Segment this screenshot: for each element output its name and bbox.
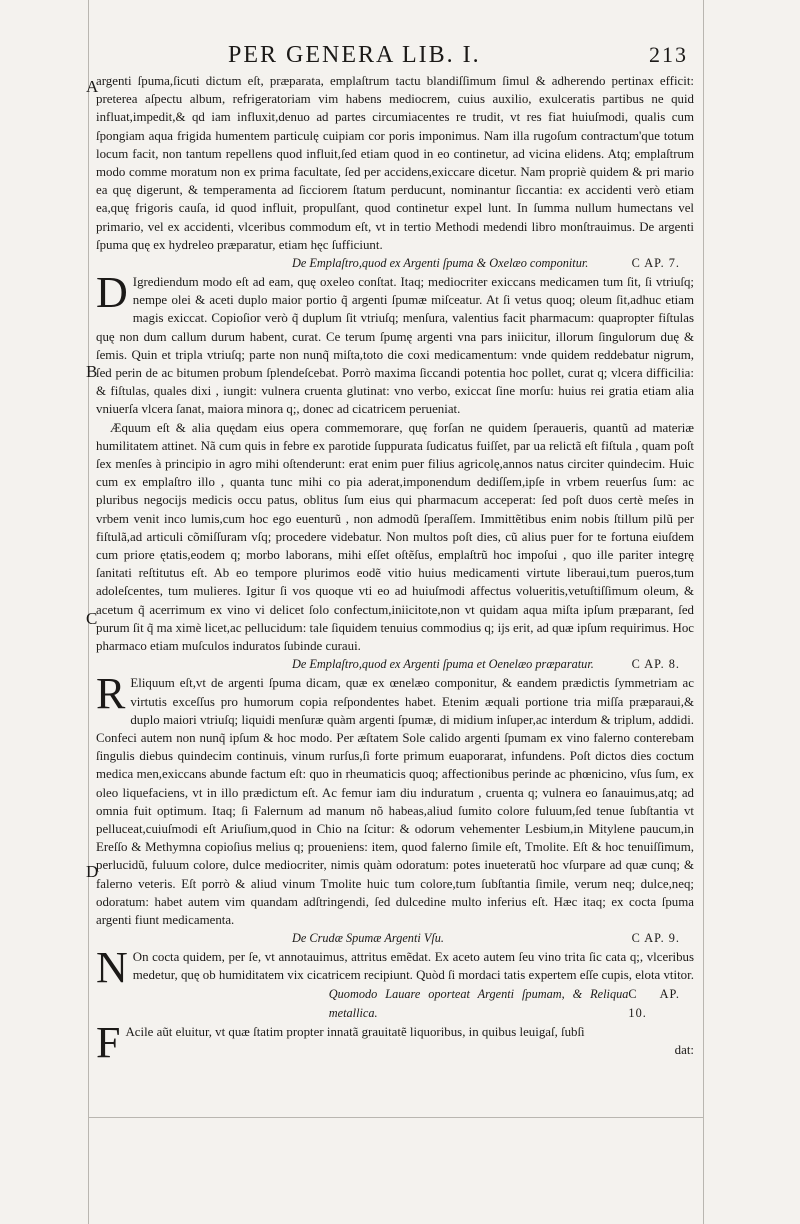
margin-letter-d: D (86, 862, 99, 881)
paragraph-text: Acile aũt eluitur, vt quæ ſtatim propter innatã grauitatẽ liquoribus, in quibus leuigaſ, ſubſi (125, 1024, 585, 1039)
paragraph-chapter-8 (96, 669, 694, 929)
paragraph-opening: argenti ſpuma,ſicuti dictum eſt, præparata, emplaſtrum tactu blandiſſimum ſimul & adherendo pertinax efficit: preterea aſpectu album, refrigeratoriam vim habens mediocrem, cuius auxilio, exulceratis partibus ne quid influat,impedit,& qd iam influxit,denuo ad partes circumiacentes re trudit, vt res fiat huiuſmodi, qualis cum ſpongiam aqua frigida humentem particulę cuipiam cor poris imponimus. Nam illa rugoſum contractum'que totum locum facit, non tantum repellens quod influit,ſed etiam quod in eo continetur, ad vicina elidens. Atq; emplaſtrum modo comme moratum non ex prima facultate, ſed per accidens,exiccare dicetur. Nam propriè quidem & pri mario ea quę digerunt, & temperamenta ad ſicciorem ſtatum perducunt, nominantur ſiccantia: ex accidenti verò etiam ea,quę frigoris cauſa, id quod influit, propulſant, quod continetur expel lunt. In ſumma nullum humectans vel primario, vel ex accidenti, vlceribus commodum eſt, vt in tertio Methodi medendi libro monſtrauimus. De argenti ſpuma quę ex hydreleo præparatur, etiam hęc ſufficiunt. (96, 74, 694, 252)
chapter-number: C AP. 7. (631, 256, 680, 271)
drop-cap: R (96, 669, 126, 719)
chapter-title: De Emplaſtro,quod ex Argenti ſpuma et Oenelæo præparatur. (292, 657, 594, 672)
paragraph-text: Eliquum eſt,vt de argenti ſpuma dicam, quæ ex œnelæo componitur, & eandem prædictis ſymmetriam ac virtutis exceſſus pro humorum copia reſpondentes habet. Etenim æquali portione tria miſſa præparaui,& duplo maiori vtriuſq; liquidi menſuræ quàm argenti ſpumæ, di midium inſuper,ac interdum & triplum, addidi. Confeci autem non nunq̃ ipſum & hoc modo. Per æſtatem Sole calido argenti ſpumam ex vino falerno conterebam ſingulis diebus quindecim continuis, vinum rurſus,ſi forte primum euaporarat, infundens. Poſt dictos dies coctum medica men,exiccans abunde factum eſt: quo in rheumaticis quoq; affectionibus perinde ac phœnicino, vſus ſum, ex oleo liquefaciens, vt in illo prædictum eſt. Ac femur iam diu induratum , cruenta q; vulnera eo ſanauimus,atq; ad omnia fuit optimum. Itaq; ſi Falernum ad manum nõ habeas,aliud ſumito colore fuluum,ſed tenue ſubſtantia vt pelluceat,cuiuſmodi eſt Ariuſium,quod in Chio na ſcitur: & odorum vehementer Lesbium,in Mitylene paucum,in Ereſſo & Methymna copioſius melius q; proueniens: item, quod falerno ſimile eſt, Tmolite. Eſt & hoc tenuiſſimum, perlucidũ, fuluum colore, dulce mediocriter, nimis quàm odoratum: potes inueteratũ hoc vſurpare ad quæ cunq; & falerno veteris. Eſt porrò & aliud vinum Tmolite huic tum colore,tum ſubſtantia ſimile, verum neq; dulce,neq; odoratum: habet autem vim quandam adſtringendi, ſed dulcedine multo inferius eſt. Hæc itaq; ex cocta ſpuma argenti fiunt medicamenta. (96, 676, 694, 927)
drop-cap: N (96, 943, 128, 993)
chapter-heading-8 (96, 655, 694, 674)
paragraph-text: Igrediendum modo eſt ad eam, quę oxeleo conſtat. Itaq; mediocriter exiccans medicamen tum ſit, ſi vtriuſq; nempe olei & aceti duplo maior portio q̃ argenti ſpumæ miſceatur. At ſi vetus quoq; oleum ſit,adhuc etiam magis exiccat. Copioſior verò q̃ duplum ſit vtriuſq; menſura, valentius facit pharmacum: quapropter fiſtulas quę non dum callum durum habent, curat. Ce terum ſpumę argenti vna pars iniicitur, illorum ſingulorum duę & ſemis. Quin et tripla vtriuſq; parte non nunq̃ miſta,toto die coxi medicamentum: vnde quidem reddebatur nigrum, ſed perin de ac bitumen probum ſplendeſcebat. Porrò maxima ſiccandi potentia hoc pollet, curat q; vlcera difficilia: & fiſtulas, quales dixi , iungit: vulnera cruenta glutinat: vno verbo, exiccat ſine morſu: huius rei gratia etiam alia vniuerſa vlcera ſanat, maiora minora q;, donec ad cicatricem perueniat. (96, 275, 694, 417)
paragraph-aequum: Æquum eſt & alia quędam eius opera commemorare, quę forſan ne quidem ſperaueris, quantũ ad materiæ humilitatem attinet. Nã cum quis in febre ex parotide ſuppurata ſudicatus fuiſſet, par ua relictã eſt fiſtula , quam poſt ſex menſes à principio in agro mihi oſtenderunt: erat enim puer filius agricolę,annos natus circiter quindecim. Huic cum ex emplaſtro illo , quanta tunc mihi co pia aderat,imponendum dediſſem,ipſe in vrbem reuerſus ſum: ac pluribus negocijs medicis occu patus, oblitus ſum eius qui pharmacum acceperat: ſed poſt duos certè meſes in vrbem venit inco lumis,cum hoc ego euenturũ , non admodũ ſperaſſem. Immittẽtibus enim nobis ſtillum pilũ per fiſtulã,ad articuli cõmiſſuram vſq; procedere videbatur. Non multos poſt dies, cũ alius puer for te fortuna eiuſdem cum priore ętatis,eodem q; morbo laborans, mihi eſſet oſtẽſus, emplaſtrũ hoc impoſui , quo ille pariter integrę ſanitati reſtitutus eſt. Ab eo tempore plurimos eodẽ vitio huius medicamenti virtute liberaui,tum pueros,tum adoleſcentes, tum mulieres. Igitur ſi vos quoque vti eo ad huiuſmodi affectus volueritis,vetuſtiſſimum oleum, & acetum q̃ acerrimum ex vino vi delicet ſolo confectum,iniicitote,non vt quidam aqua miſta ipſum præparant, ſed purum ſit q̃ ma ximè licet,ac pellucidum: tale ſiquidem tenuius commodius q; ijs erit, ad quæ ipſum requirimus. Hoc pharmaco etiam muſculos induratos ſubinde curaui. (96, 420, 694, 654)
chapter-heading-7 (96, 254, 694, 273)
margin-letter-c: C (86, 609, 98, 628)
drop-cap: D (96, 268, 128, 318)
right-margin-rule (703, 0, 704, 1224)
chapter-number: C AP. 9. (631, 931, 680, 946)
paragraph-chapter-7 (96, 268, 694, 419)
body-text (96, 72, 694, 1067)
chapter-heading-10 (133, 985, 694, 1023)
chapter-title: Quomodo Lauare oporteat Argenti ſpumam, & Reliqua metallica. (328, 986, 629, 1020)
running-head (228, 42, 694, 69)
drop-cap: F (96, 1017, 121, 1067)
chapter-number: C AP. 8. (631, 657, 680, 672)
page-number: 213 (649, 42, 688, 67)
paragraph-chapter-9 (96, 943, 694, 993)
chapter-title: De Crudæ Spumæ Argenti Vſu. (292, 931, 445, 946)
paragraph-text: On cocta quidem, per ſe, vt annotauimus, attritus emẽdat. Ex aceto autem ſeu vino trita ſic cata q;, vlceribus medetur, quę ob humiditatem vix cicatricem recipiunt. Quòd ſi mordaci tatis expertem eſſe cupis, elota vtitor. (132, 950, 694, 983)
margin-letter-a: A (86, 77, 99, 96)
catchword: dat: (674, 1042, 694, 1057)
book-page (86, 36, 694, 1216)
running-head-title: PER GENERA LIB. I. (228, 42, 481, 68)
chapter-title: De Emplaſtro,quod ex Argenti ſpuma & Oxelæo componitur. (292, 256, 589, 271)
margin-letter-b: B (86, 362, 98, 381)
chapter-number: C AP. 10. (628, 986, 680, 1020)
chapter-heading-9 (96, 929, 694, 948)
